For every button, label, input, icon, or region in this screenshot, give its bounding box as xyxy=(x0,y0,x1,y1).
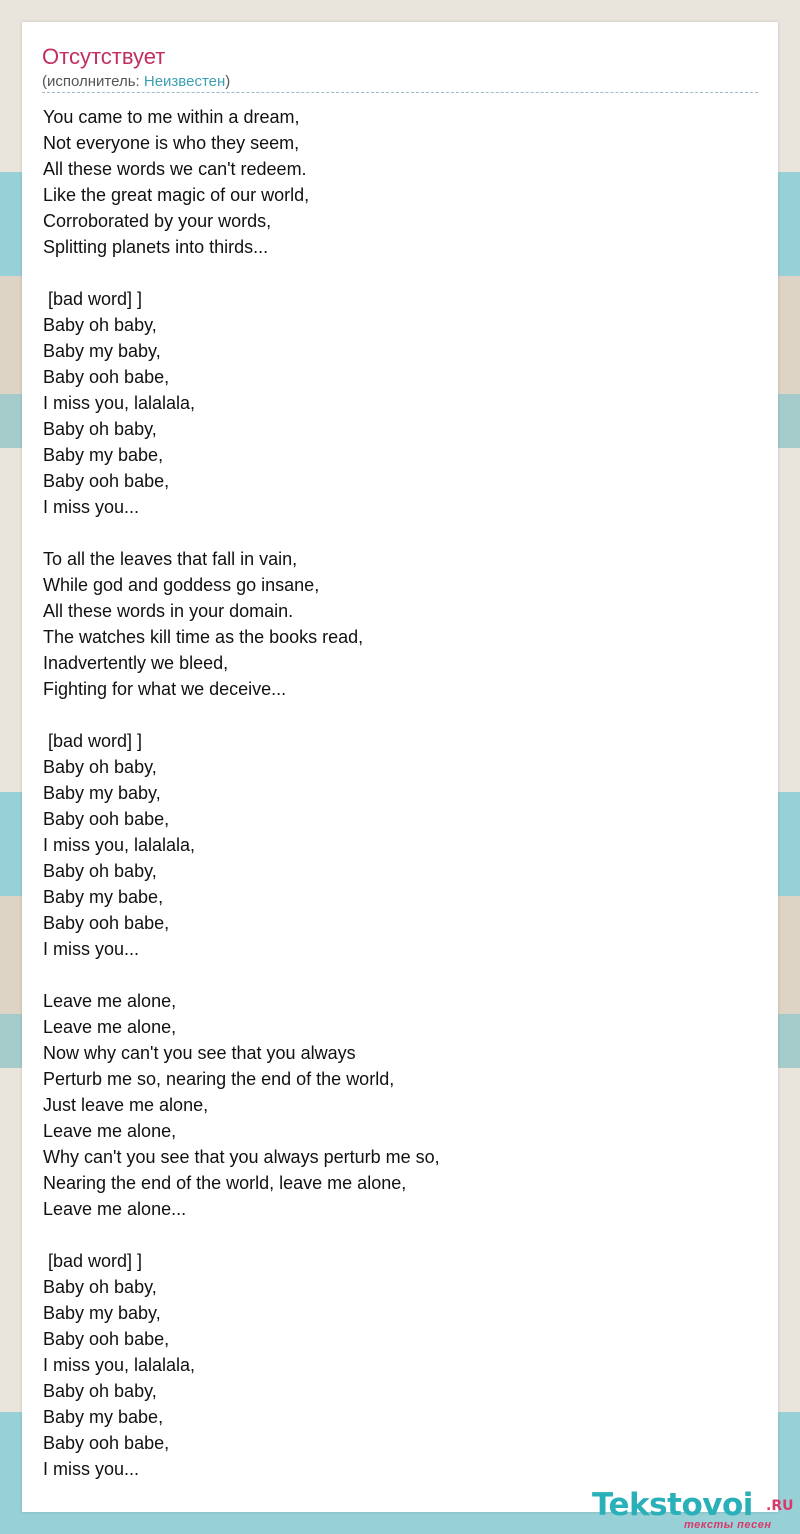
lyric-line: To all the leaves that fall in vain, xyxy=(43,549,298,569)
artist-line xyxy=(42,73,230,91)
lyric-line: [bad word] ] xyxy=(43,289,143,309)
lyric-blank-line xyxy=(43,260,743,286)
lyric-line: Leave me alone... xyxy=(43,1199,187,1219)
lyric-blank-line xyxy=(43,520,743,546)
lyric-line: Baby oh baby, xyxy=(43,315,157,335)
lyrics-text xyxy=(43,104,743,1482)
lyric-line: Leave me alone, xyxy=(43,1017,177,1037)
lyric-line: Nearing the end of the world, leave me alone, xyxy=(43,1173,407,1193)
title-divider xyxy=(42,92,758,93)
lyric-line: Baby my baby, xyxy=(43,1303,161,1323)
artist-suffix: ) xyxy=(225,73,231,90)
lyric-line: I miss you... xyxy=(43,497,140,517)
logo-tagline: тексты песен xyxy=(684,1519,772,1531)
lyric-line: Splitting planets into thirds... xyxy=(43,237,269,257)
logo-wordmark: Tekstovoi xyxy=(592,1487,753,1523)
artist-link[interactable]: Неизвестен xyxy=(143,73,226,90)
lyrics-card xyxy=(22,22,778,1512)
lyric-line: [bad word] ] xyxy=(43,1251,143,1271)
lyric-line: I miss you... xyxy=(43,1459,140,1479)
song-title: Отсутствует xyxy=(42,44,166,69)
lyric-line: All these words in your domain. xyxy=(43,601,294,621)
lyric-line: Corroborated by your words, xyxy=(43,211,272,231)
lyric-line: I miss you, lalalala, xyxy=(43,1355,196,1375)
lyric-line: Baby oh baby, xyxy=(43,1381,157,1401)
lyric-line: The watches kill time as the books read, xyxy=(43,627,364,647)
lyric-line: Baby oh baby, xyxy=(43,861,157,881)
lyric-blank-line xyxy=(43,1222,743,1248)
lyric-line: Baby my babe, xyxy=(43,445,164,465)
lyric-line: You came to me within a dream, xyxy=(43,107,300,127)
lyric-line: Not everyone is who they seem, xyxy=(43,133,300,153)
lyric-line: Baby my baby, xyxy=(43,341,161,361)
lyric-line: Leave me alone, xyxy=(43,991,177,1011)
lyric-line: Perturb me so, nearing the end of the world, xyxy=(43,1069,395,1089)
lyric-line: Baby ooh babe, xyxy=(43,1329,170,1349)
lyric-line: Now why can't you see that you always xyxy=(43,1043,356,1063)
lyric-line: Just leave me alone, xyxy=(43,1095,209,1115)
lyric-line: I miss you, lalalala, xyxy=(43,835,196,855)
lyric-line: Like the great magic of our world, xyxy=(43,185,310,205)
lyric-line: All these words we can't redeem. xyxy=(43,159,307,179)
lyric-line: [bad word] ] xyxy=(43,731,143,751)
lyric-line: Baby ooh babe, xyxy=(43,1433,170,1453)
artist-prefix: (исполнитель: xyxy=(42,73,144,90)
lyric-blank-line xyxy=(43,962,743,988)
site-logo[interactable] xyxy=(592,1484,792,1534)
lyric-line: Fighting for what we deceive... xyxy=(43,679,287,699)
lyric-line: I miss you... xyxy=(43,939,140,959)
lyric-line: Baby ooh babe, xyxy=(43,809,170,829)
lyric-line: Baby my babe, xyxy=(43,1407,164,1427)
lyric-line: While god and goddess go insane, xyxy=(43,575,320,595)
lyric-line: Baby ooh babe, xyxy=(43,471,170,491)
lyric-line: Baby ooh babe, xyxy=(43,913,170,933)
lyric-line: Baby oh baby, xyxy=(43,1277,157,1297)
lyric-line: Baby oh baby, xyxy=(43,419,157,439)
lyric-line: Baby my baby, xyxy=(43,783,161,803)
lyric-line: Why can't you see that you always perturb me so, xyxy=(43,1147,440,1167)
lyric-line: I miss you, lalalala, xyxy=(43,393,196,413)
lyric-line: Leave me alone, xyxy=(43,1121,177,1141)
lyric-line: Baby oh baby, xyxy=(43,757,157,777)
logo-tld: .RU xyxy=(766,1498,794,1514)
lyric-line: Inadvertently we bleed, xyxy=(43,653,229,673)
lyric-blank-line xyxy=(43,702,743,728)
lyric-line: Baby ooh babe, xyxy=(43,367,170,387)
lyric-line: Baby my babe, xyxy=(43,887,164,907)
